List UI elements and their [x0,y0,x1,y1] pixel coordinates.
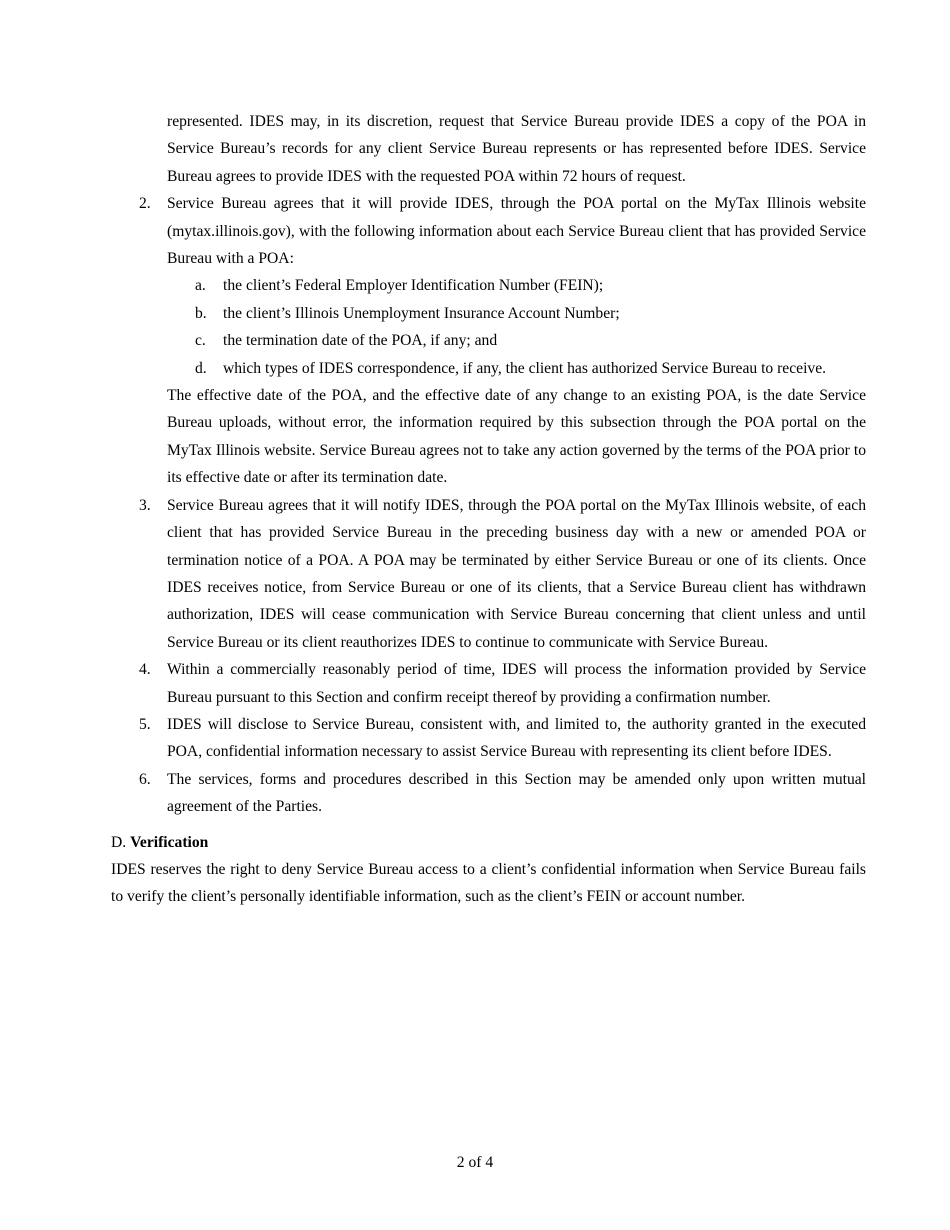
sub-item-letter: d. [195,359,207,377]
section-title: Verification [130,833,209,851]
sub-item-text: the termination date of the POA, if any; and [223,332,498,350]
sub-item-c [167,327,866,354]
verification-paragraph: IDES reserves the right to deny Service Bureau access to a client’s confidential information when Service Bureau fails to verify the client’s personally identifiable information, such as the client’s FEIN or account number. [111,860,866,906]
sub-item-text: the client’s Illinois Unemployment Insurance Account Number; [223,304,620,322]
list-item-3 [111,492,866,656]
page-number: 2 of 4 [456,1154,494,1171]
sub-item-letter: a. [195,277,206,295]
section-prefix: D. [111,833,127,851]
item-number: 2. [139,195,151,213]
sub-item-b [167,300,866,327]
sub-item-letter: c. [195,332,206,350]
list-item-6 [111,766,866,821]
item-number: 3. [139,496,151,514]
item-number: 4. [139,661,151,679]
item-text: The services, forms and procedures described in this Section may be amended only upon written mutual agreement of the Parties. [167,770,866,816]
continued-paragraph: represented. IDES may, in its discretion, request that Service Bureau provide IDES a copy of the POA in Service Bureau’s records for any client Service Bureau represents or has represented before IDES. Service Bureau agrees to provide IDES with the requested POA within 72 hours of request. [167,113,866,185]
item-text: Within a commercially reasonably period of time, IDES will process the information provided by Service Bureau pursuant to this Section and confirm receipt thereof by providing a confirmation number. [167,661,866,706]
list-item-2 [111,190,866,491]
lettered-list [167,272,866,382]
effective-date-paragraph: The effective date of the POA, and the effective date of any change to an existing POA, is the date Service Bureau uploads, without error, the information required by this subsection through the POA portal on the MyTax Illinois website. Service Bureau agrees not to take any action governed by the terms of the POA prior to its effective date or after its termination date. [167,387,866,487]
item-text: IDES will disclose to Service Bureau, consistent with, and limited to, the authority granted in the executed POA, confidential information necessary to assist Service Bureau with representing its client before IDES. [167,715,866,761]
sub-item-text: the client’s Federal Employer Identification Number (FEIN); [223,277,604,295]
list-item-4 [111,656,866,711]
sub-item-a [167,272,866,299]
item-text: Service Bureau agrees that it will notify IDES, through the POA portal on the MyTax Illinois website, of each client that has provided Service Bureau in the preceding business day with a new or amended POA or termination notice of a POA. A POA may be terminated by either Service Bureau or one of its clients. Once IDES receives notice, from Service Bureau or one of its clients, that a Service Bureau client has withdrawn authorization, IDES will cease communication with Service Bureau concerning that client unless and until Service Bureau or its client reauthorizes IDES to continue to communicate with Service Bureau. [167,496,866,651]
document-body [111,108,866,911]
sub-item-d [167,355,866,382]
sub-item-letter: b. [195,304,207,322]
item-text: Service Bureau agrees that it will provide IDES, through the POA portal on the MyTax Illinois website (mytax.illinois.gov), with the following information about each Service Bureau client that has provided Service Bureau with a POA: [167,195,866,268]
sub-item-text: which types of IDES correspondence, if any, the client has authorized Service Bureau to receive. [223,359,827,377]
list-item-5 [111,711,866,766]
section-heading-verification [111,829,866,856]
item-number: 5. [139,715,151,733]
numbered-list [111,190,866,820]
item-number: 6. [139,770,151,788]
